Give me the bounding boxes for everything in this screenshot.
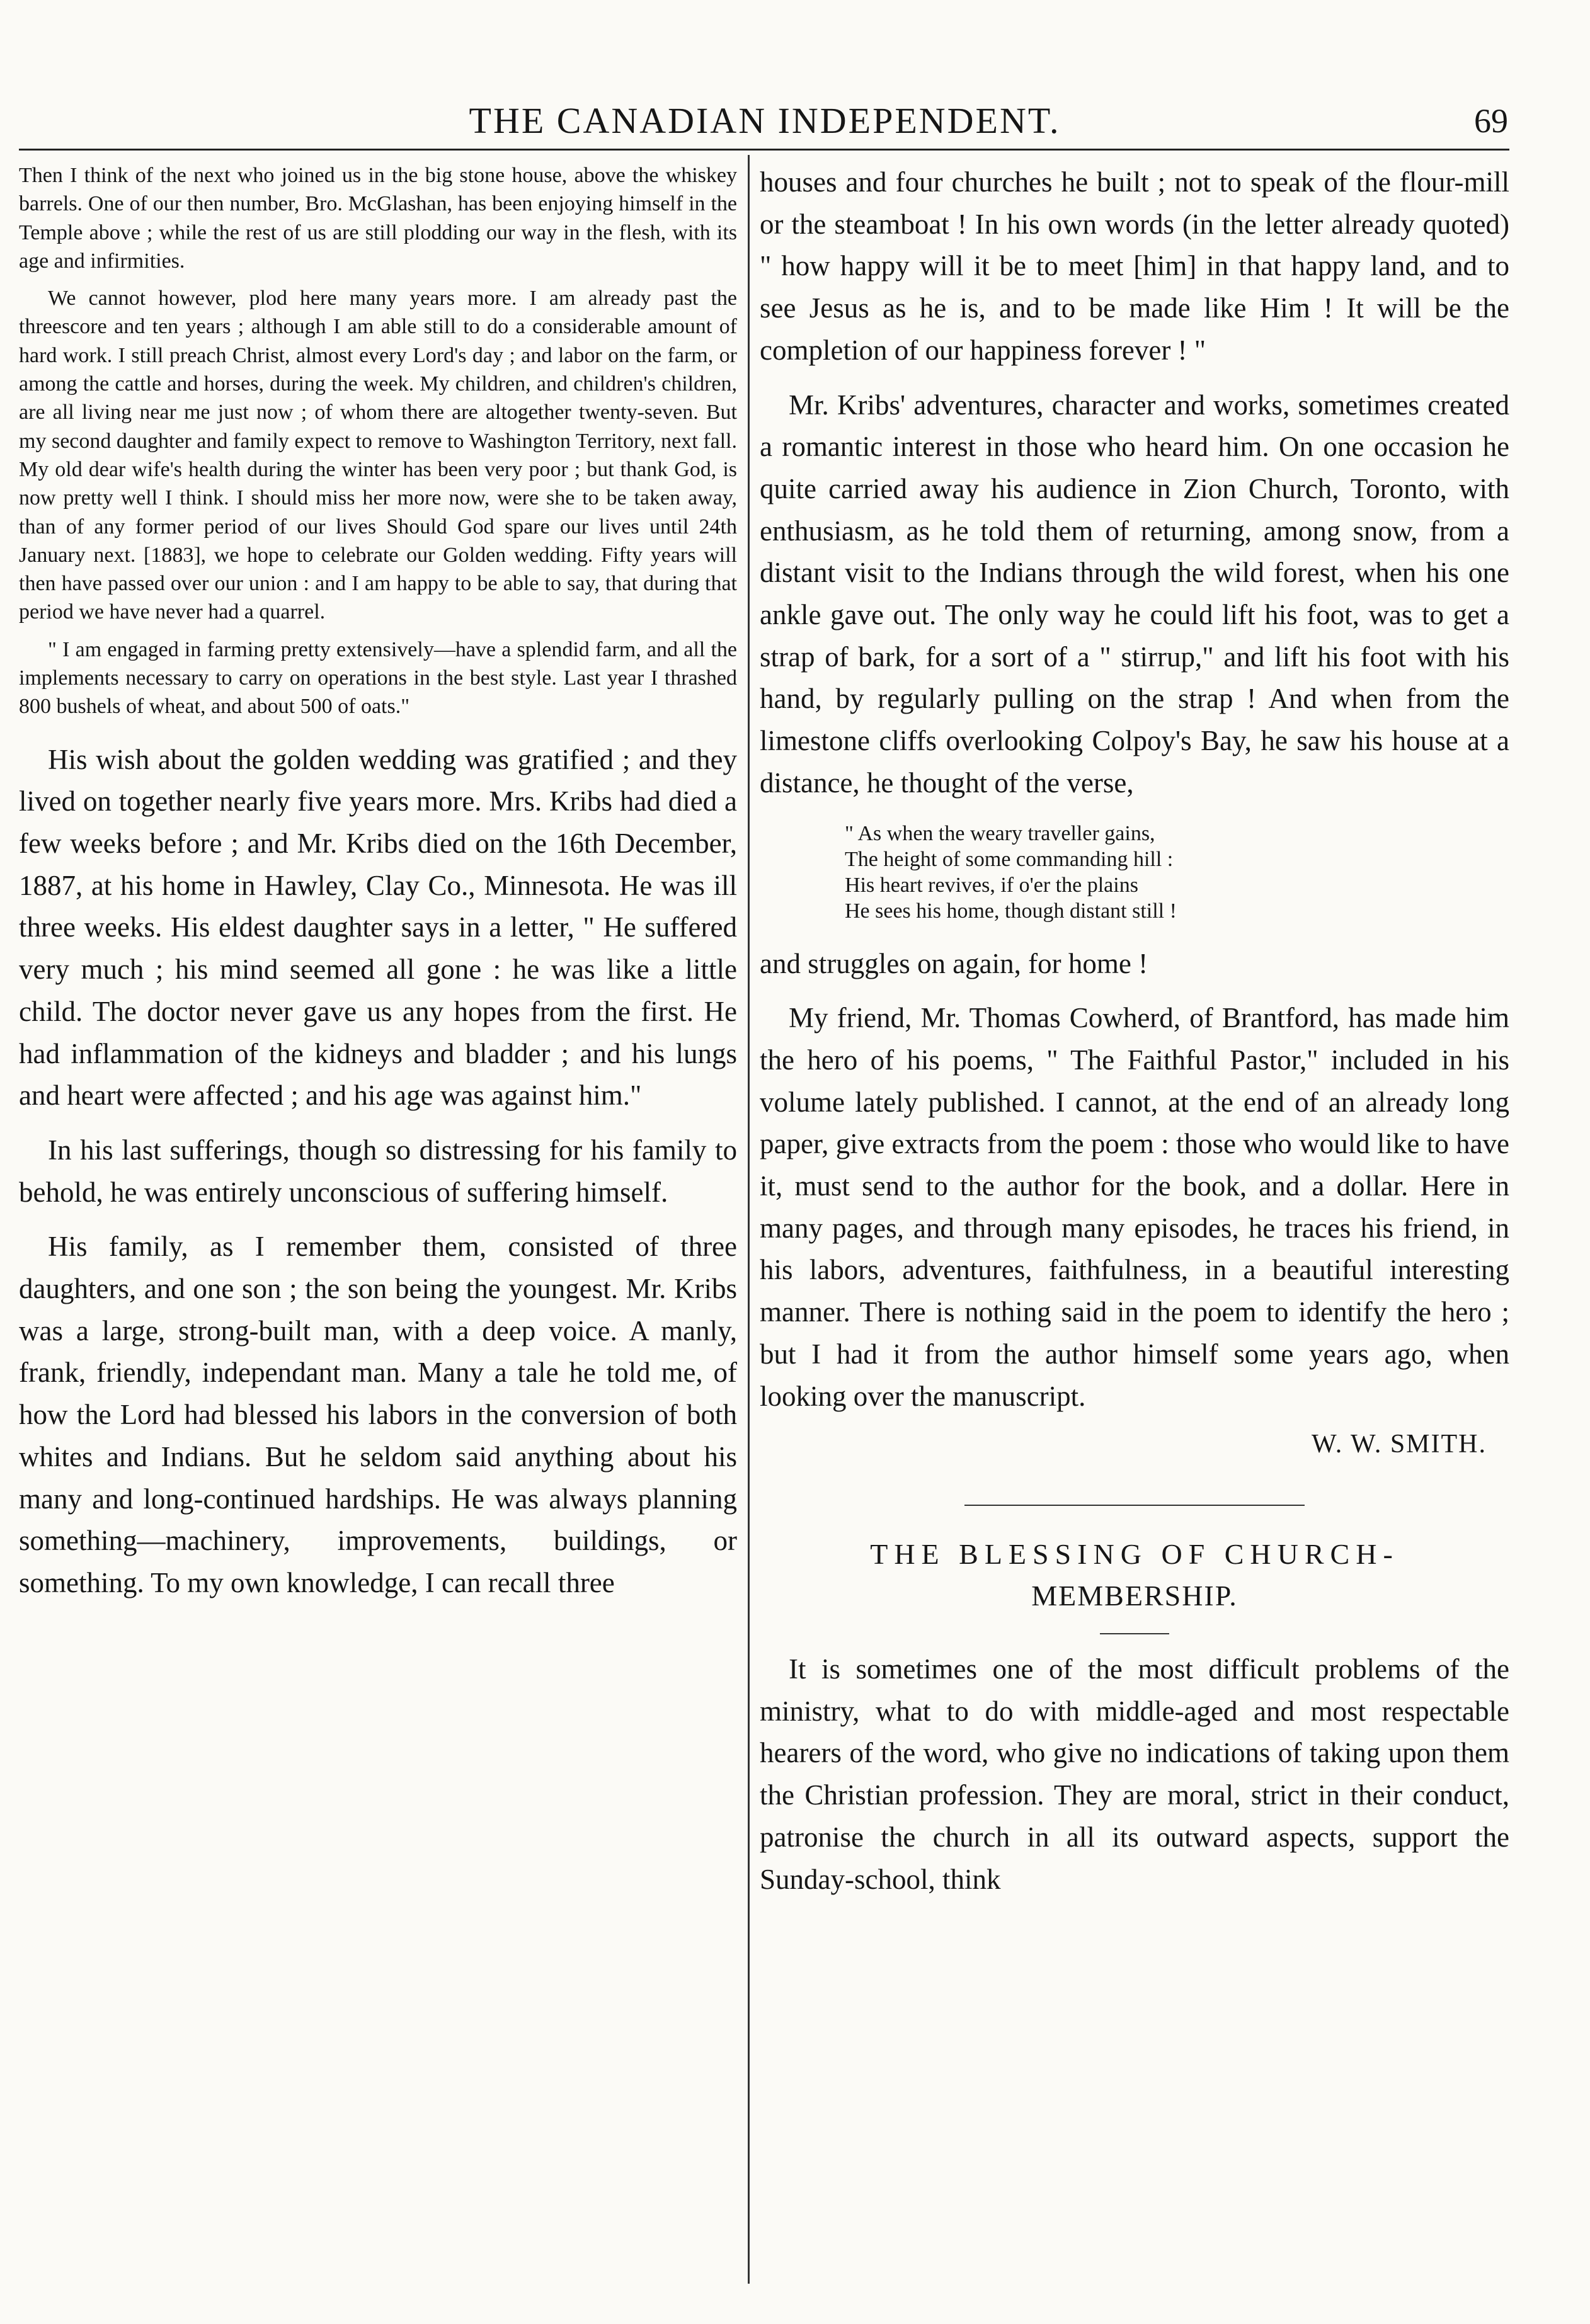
body-text-left — [19, 739, 737, 1604]
paragraph-cowherd: My friend, Mr. Thomas Cowherd, of Brantford, has made him the hero of his poems, " The Faithful Pastor," included in his volume lately published. I cannot, at the end of an already long paper, give extracts from the poem : those who would like to have it, must send to the author for the book, and a dollar. Here in many pages, and through many episodes, he traces his friend, in his labors, adventures, faithfulness, in a beautiful interesting manner. There is nothing said in the poem to identify the hero ; but I had it from the author himself some years ago, when looking over the manuscript. — [760, 1002, 1509, 1412]
section-title-line-1: THE BLESSING OF CHURCH- — [870, 1537, 1399, 1570]
section-title-line-2: MEMBERSHIP. — [1031, 1579, 1238, 1612]
section-title — [760, 1534, 1509, 1617]
verse-line: His heart revives, if o'er the plains — [845, 873, 1138, 897]
section-separator — [964, 1505, 1305, 1506]
paragraph-church-membership: It is sometimes one of the most difficult problems of the ministry, what to do with middle-aged and most respectable hearers of the word, who give no indications of taking upon them the Christian profession. They are moral, strict in their conduct, patronise the church in all its outward aspects, support the Sunday-school, think — [760, 1653, 1509, 1895]
running-title: THE CANADIAN INDEPENDENT. — [469, 100, 1061, 141]
paragraph-adventures: Mr. Kribs' adventures, character and works, sometimes created a romantic interest in those who heard him. On one occasion he quite carried away his audience in Zion Church, Toronto, with enthusiasm, as he told them of returning, among snow, from a distant visit to the Indians through the wild forest, when his one ankle gave out. The only way he could lift his foot, was to get a strap of bark, for a sort of a " stirrup," and lift his foot with his hand, by regularly pulling on the strap ! And when from the limestone cliffs overlooking Colpoy's Bay, he saw his house at a distance, he thought of the verse, — [760, 389, 1509, 799]
verse-line: " As when the weary traveller gains, — [845, 821, 1155, 845]
paragraph-golden-wedding: His wish about the golden wedding was gratified ; and they lived on together nearly five years more. Mrs. Kribs had died a few weeks before ; and Mr. Kribs died on the 16th December, 1887, at his home in Hawley, Clay Co., Minnesota. He was ill three weeks. His eldest daughter says in a letter, " He suffered very much ; his mind seemed all gone : he was like a little child. The doctor never gave us any hopes from the first. He had inflammation of the kidneys and bladder ; and his lungs and heart were affected ; and his age was against him." — [19, 743, 737, 1112]
paragraph-last-sufferings: In his last sufferings, though so distressing for his family to behold, he was entirely unconscious of suffering himself. — [19, 1134, 737, 1208]
letter-paragraph-2: We cannot however, plod here many years more. I am already past the threescore and ten years ; although I am able still to do a considerable amount of hard work. I still preach Christ, almost every Lord's day ; and labor on the farm, or among the cattle and horses, during the week. My children, and children's children, are all living near me just now ; of whom there are altogether twenty-seven. But my second daughter and family expect to remove to Washington Territory, next fall. My old dear wife's health during the winter has been very poor ; but thank God, is now pretty well I think. I should miss her more now, were she to be taken away, than of any former period of our lives Should God spare our lives until 24th January next. [1883], we hope to celebrate our Golden wedding. Fifty years will then have passed over our union : and I am happy to be able to say, that during that period we have never had a quarrel. — [19, 287, 737, 624]
page-header — [21, 96, 1508, 146]
letter-paragraph-3: " I am engaged in farming pretty extensively—have a splendid farm, and all the implements necessary to carry on operations in the best style. Last year I thrashed 800 bushels of wheat, and about 500 of oats." — [19, 637, 737, 719]
left-column — [19, 161, 737, 1604]
verse-line: The height of some commanding hill : — [845, 847, 1174, 871]
body-text-right — [760, 161, 1509, 1900]
paragraph-family: His family, as I remember them, consisted of three daughters, and one son ; the son being the youngest. Mr. Kribs was a large, strong-built man, with a deep voice. A manly, frank, friendly, independant man. Many a tale he told me, of how the Lord had blessed his labors in the conversion of both whites and Indians. But he seldom said anything about his many and long-continued hardships. He was always planning something—machinery, improvements, buildings, or something. To my own knowledge, I can recall three — [19, 1231, 737, 1598]
paragraph-struggles: and struggles on again, for home ! — [760, 947, 1148, 979]
header-rule — [19, 149, 1509, 151]
page-number: 69 — [1474, 102, 1508, 140]
letter-paragraph-1: Then I think of the next who joined us in the big stone house, above the whiskey barrels. One of our then number, Bro. McGlashan, has been enjoying himself in the Temple above ; while the rest of us are still plodding our way in the flesh, with its age and infirmities. — [19, 164, 737, 273]
verse-quotation — [845, 821, 1509, 924]
paragraph-houses-churches: houses and four churches he built ; not to speak of the flour-mill or the steamboat ! In his own words (in the letter already quoted) " how happy will it be to meet [him] in that happy land, and to see Jesus as he is, and to be made like Him ! It will be the completion of our happiness forever ! " — [760, 166, 1509, 366]
right-column — [760, 161, 1509, 1900]
title-underline — [1100, 1633, 1169, 1634]
verse-line: He sees his home, though distant still ! — [845, 899, 1177, 923]
author-signature: W. W. SMITH. — [1312, 1430, 1487, 1459]
column-divider — [748, 155, 750, 2284]
letter-quotation — [19, 161, 737, 721]
